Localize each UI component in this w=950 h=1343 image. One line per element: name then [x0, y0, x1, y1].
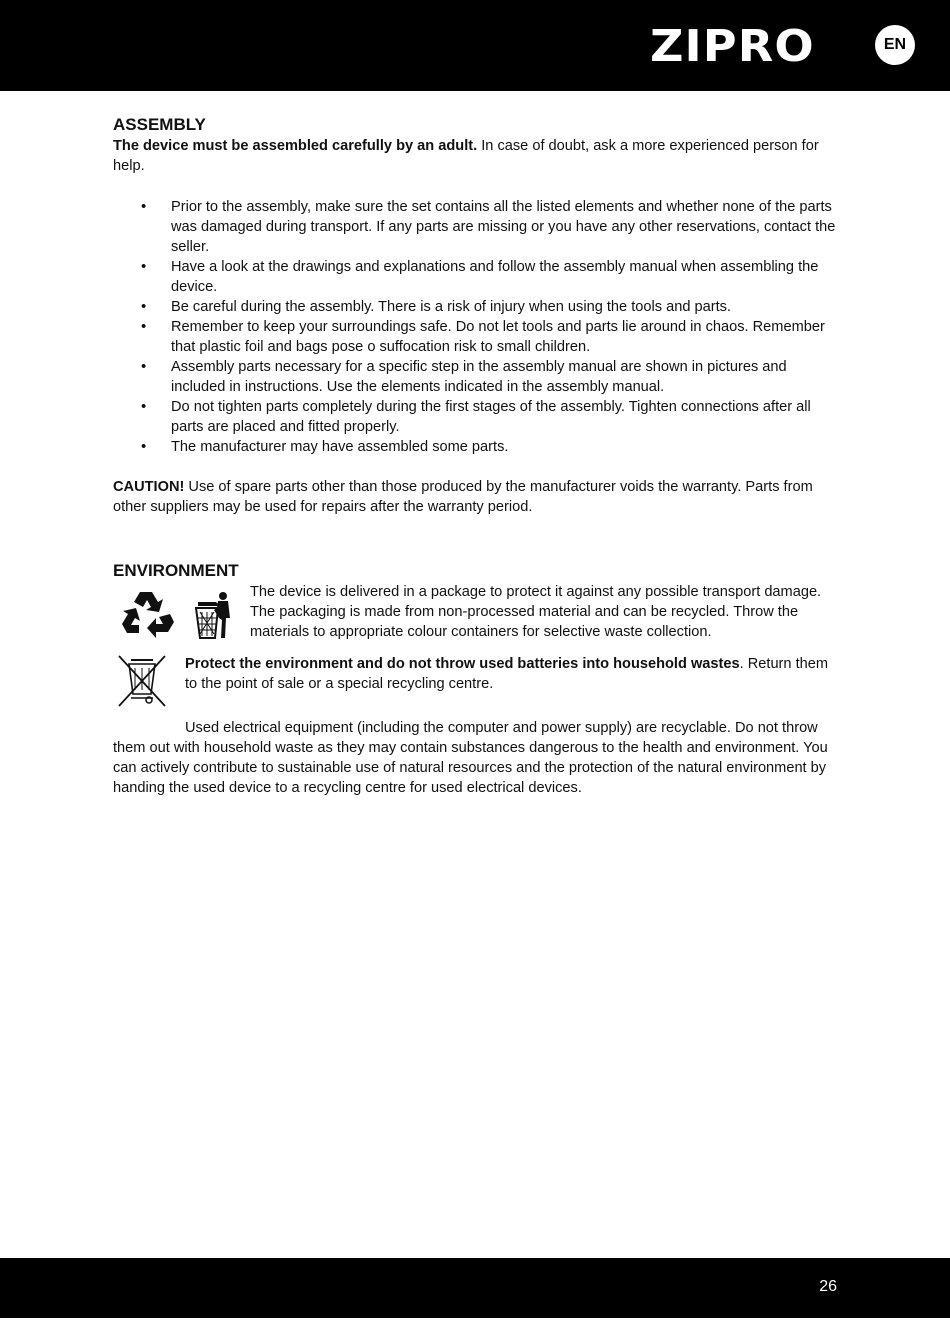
list-item: • Assembly parts necessary for a specific step in the assembly manual are shown in pictures and included in instructions. Use the elements indicated in the assembly manual. [113, 357, 839, 397]
assembly-intro-rest: In case of doubt, ask a more experienced person for help. [113, 138, 819, 174]
list-item: • Remember to keep your surroundings safe. Do not let tools and parts lie around in chaos. Remember that plastic foil and bags pose o suffocation risk to small children. [113, 317, 839, 357]
battery-text-rest: . Return them to the point of sale or a special recycling centre. [185, 656, 829, 692]
language-badge: EN [875, 25, 915, 65]
brand-logo: ZIPRO [650, 21, 815, 72]
battery-text-bold: Protect the environment and do not throw used batteries into household wastes [185, 656, 740, 672]
list-item: • The manufacturer may have assembled some parts. [113, 437, 839, 457]
recycle-icon [122, 592, 174, 638]
list-item: • Have a look at the drawings and explanations and follow the assembly manual when assembling the device. [113, 257, 839, 297]
page-footer [0, 1258, 950, 1318]
electrical-equipment-text: Used electrical equipment (including the computer and power supply) are recyclable. Do not throw them out with household waste as they may contain substances dangerous to the health and environment. You can actively contribute to sustainable use of natural resources and the protection of the natural environment by handing the used device to a recycling centre for used electrical devices. [113, 720, 828, 796]
packaging-section [113, 582, 839, 642]
page-content [113, 114, 839, 798]
battery-text [185, 654, 839, 694]
tidyman-icon [196, 592, 230, 638]
battery-section [113, 654, 839, 706]
packaging-icons [118, 588, 238, 642]
caution-label: CAUTION! [113, 479, 185, 495]
assembly-bullet-list [113, 197, 839, 457]
packaging-text: The device is delivered in a package to protect it against any possible transport damage. The packaging is made from non-processed material and can be recycled. Throw the materials to appropriate colour containers for selective waste collection. [250, 584, 822, 640]
page-number: 26 [819, 1278, 837, 1295]
page-header [0, 0, 950, 91]
list-item: • Prior to the assembly, make sure the set contains all the listed elements and whether none of the parts was damaged during transport. If any parts are missing or you have any other reservations, contact the seller. [113, 197, 839, 257]
assembly-intro [113, 136, 839, 176]
assembly-title: ASSEMBLY [113, 115, 206, 134]
list-item: • Be careful during the assembly. There is a risk of injury when using the tools and parts. [113, 297, 839, 317]
environment-title: ENVIRONMENT [113, 561, 239, 580]
caution-text: Use of spare parts other than those produced by the manufacturer voids the warranty. Parts from other suppliers may be used for repairs after the warranty period. [113, 479, 813, 515]
crossed-bin-icon [115, 654, 169, 708]
list-item: • Do not tighten parts completely during the first stages of the assembly. Tighten connections after all parts are placed and fitted properly. [113, 397, 839, 437]
assembly-intro-bold: The device must be assembled carefully by an adult. [113, 138, 478, 154]
caution-note [113, 477, 839, 517]
